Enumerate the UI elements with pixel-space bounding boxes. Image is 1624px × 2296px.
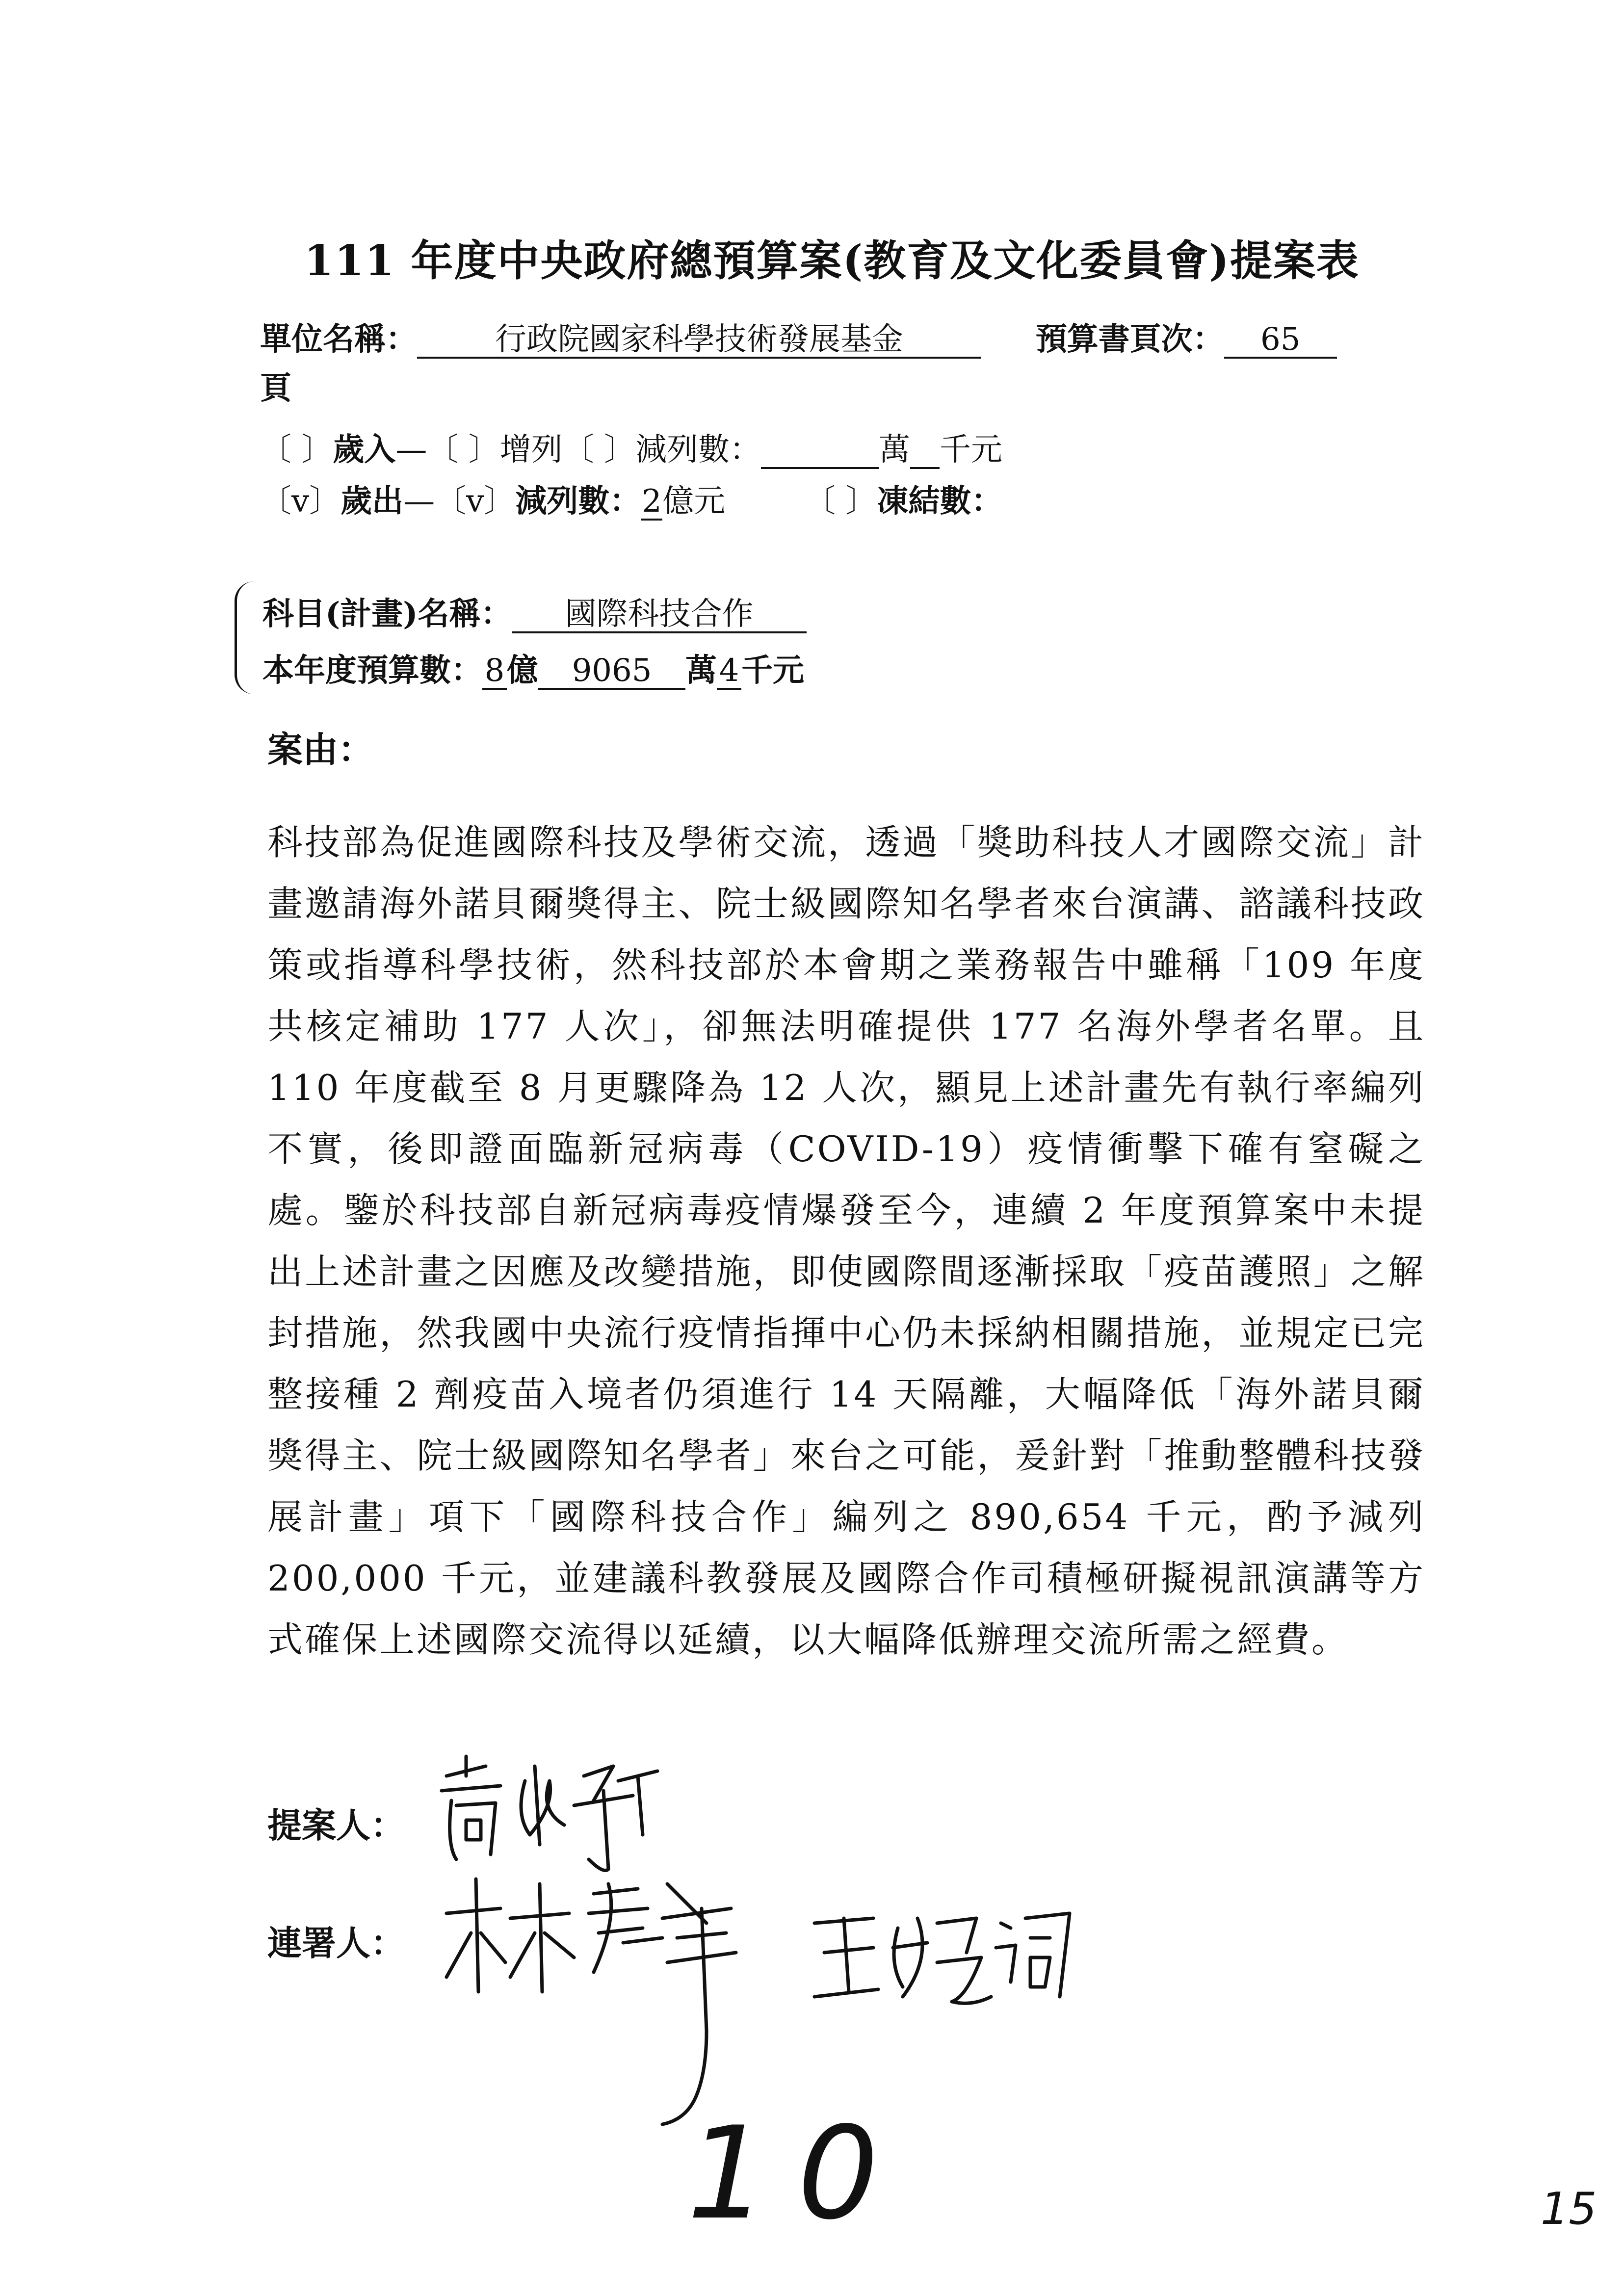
cosigner-signature-2	[805, 1899, 1079, 2011]
revenue-reduce-checkbox: 〔 〕	[562, 432, 636, 468]
budget-wan-value: 9065	[538, 653, 685, 690]
revenue-label: 歲入	[333, 431, 396, 468]
expenditure-reduce-amount: 2	[641, 484, 662, 521]
revenue-add-label: 增列	[499, 432, 563, 468]
freeze-checkbox: 〔 〕	[804, 483, 877, 520]
expenditure-row	[260, 476, 1002, 521]
expenditure-label: 歲出	[341, 483, 404, 520]
budget-row	[262, 645, 804, 690]
page-number: 15	[1541, 2183, 1597, 2235]
proposer-label: 提案人：	[267, 1805, 405, 1846]
cosigner-label: 連署人：	[267, 1923, 405, 1963]
subject-label: 科目(計畫)名稱：	[262, 596, 512, 632]
revenue-wan-unit: 萬	[879, 432, 911, 468]
cosigner-signature-1	[432, 1864, 805, 2139]
budget-yi-unit: 億	[507, 652, 538, 689]
handwritten-number: 10	[687, 2100, 908, 2248]
revenue-qian-blank	[910, 433, 940, 469]
revenue-reduce-label: 減列數：	[635, 432, 761, 468]
left-brace	[235, 581, 257, 694]
revenue-add-checkbox: 〔 〕	[427, 432, 500, 468]
budget-qian-value: 4	[717, 653, 741, 690]
reason-label: 案由：	[267, 729, 374, 770]
budget-page-value: 65	[1224, 322, 1337, 359]
expenditure-reduce-label: 減列數：	[515, 483, 641, 520]
subject-row	[262, 589, 807, 634]
budget-yi-value: 8	[482, 653, 507, 690]
revenue-qian-unit: 千元	[940, 432, 1003, 468]
budget-qian-unit: 千元	[741, 652, 804, 689]
budget-page-suffix: 頁	[260, 370, 291, 407]
revenue-checkbox: 〔 〕	[260, 432, 333, 468]
revenue-row	[260, 424, 1002, 470]
revenue-dash: —	[395, 432, 427, 468]
freeze-label: 凍結數：	[877, 483, 1003, 520]
unit-name: 行政院國家科學技術發展基金	[417, 322, 981, 359]
unit-row	[260, 314, 1337, 359]
reason-text: 科技部為促進國際科技及學術交流，透過「獎助科技人才國際交流」計畫邀請海外諾貝爾獎得主、院士級國際知名學者來台演講、諮議科技政策或指導科學技術，然科技部於本會期之業務報告中雖稱「109 年度共核定補助 177 人次」，卻無法明確提供 177 名海外學者名單。且 110 年度截至 8 月更驟降為 12 人次，顯見上述計畫先有執行率編列不實，後即證面臨新冠病毒（COVID-19）疫情衝擊下確有窒礙之處。鑒於科技部自新冠病毒疫情爆發至今，連續 2 年度預算案中未提出上述計畫之因應及改變措施，即使國際間逐漸採取「疫苗護照」之解封措施，然我國中央流行疫情指揮中心仍未採納相關措施，並規定已完整接種 2 劑疫苗入境者仍須進行 14 天隔離，大幅降低「海外諾貝爾獎得主、院士級國際知名學者」來台之可能，爰針對「推動整體科技發展計畫」項下「國際科技合作」編列之 890,654 千元，酌予減列 200,000 千元，並建議科教發展及國際合作司積極研擬視訊演講等方式確保上述國際交流得以延續，以大幅降低辦理交流所需之經費。	[267, 822, 1425, 1660]
form-title: 111 年度中央政府總預算案(教育及文化委員會)提案表	[304, 236, 1360, 286]
revenue-wan-blank	[761, 433, 879, 469]
expenditure-dash: —	[403, 483, 435, 520]
budget-page-label: 預算書頁次：	[1035, 321, 1224, 358]
expenditure-reduce-checkbox: 〔v〕	[435, 483, 516, 520]
budget-label: 本年度預算數：	[262, 652, 482, 689]
proposer-signature	[427, 1747, 702, 1874]
unit-label: 單位名稱：	[260, 321, 417, 358]
expenditure-checkbox: 〔v〕	[260, 483, 341, 520]
budget-wan-unit: 萬	[685, 652, 717, 689]
expenditure-reduce-unit: 億元	[662, 483, 726, 520]
subject-name: 國際科技合作	[512, 597, 807, 633]
